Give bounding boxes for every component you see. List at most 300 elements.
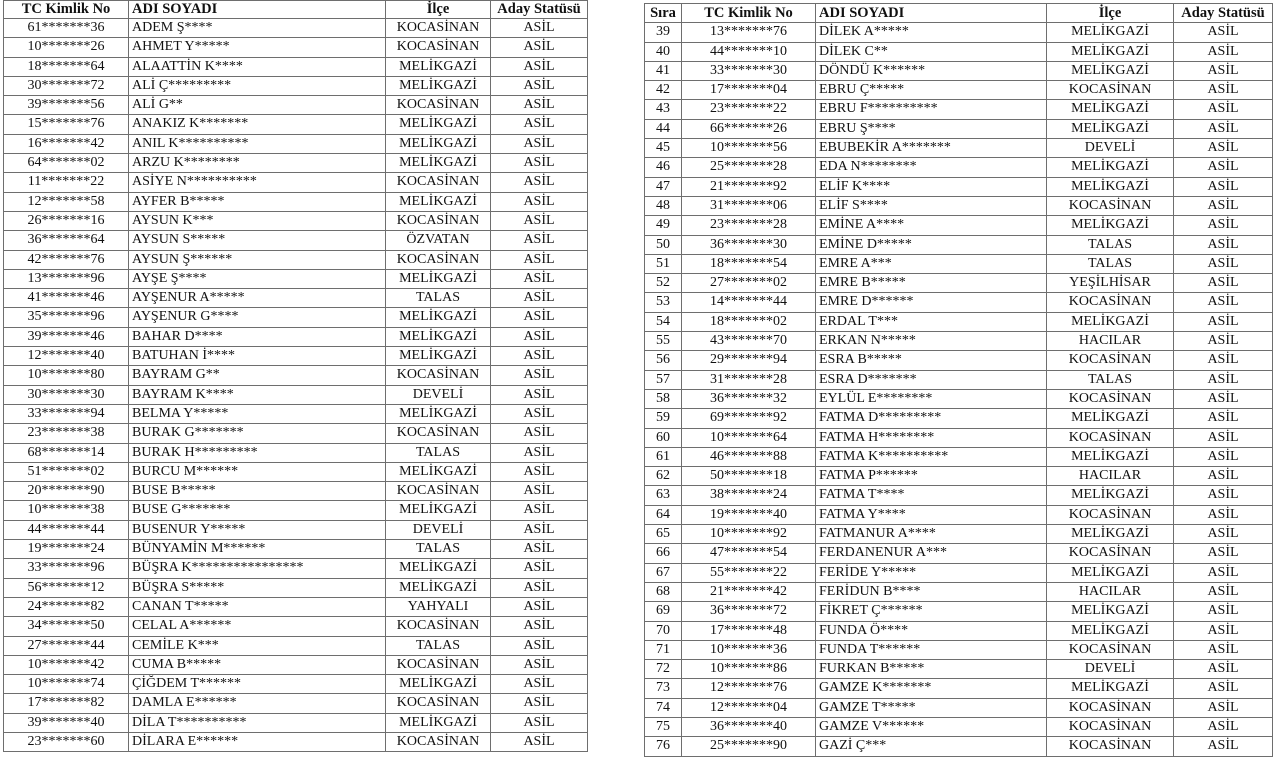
cell-tc: 12*******58 [4, 192, 129, 211]
cell-name: ERDAL T*** [816, 312, 1047, 331]
cell-tc: 12*******40 [4, 347, 129, 366]
cell-district: KOCASİNAN [386, 211, 491, 230]
table-row [645, 467, 1273, 486]
cell-district: TALAS [386, 289, 491, 308]
table-row [645, 42, 1273, 61]
table-row [645, 428, 1273, 447]
cell-district: MELİKGAZİ [386, 192, 491, 211]
table-row [645, 119, 1273, 138]
table-row [4, 443, 588, 462]
cell-tc: 33*******30 [682, 61, 816, 80]
cell-status: ASİL [491, 308, 588, 327]
table-row [4, 96, 588, 115]
cell-no: 71 [645, 640, 682, 659]
cell-name: DÖNDÜ K****** [816, 61, 1047, 80]
cell-district: MELİKGAZİ [1047, 177, 1174, 196]
table-row [645, 158, 1273, 177]
cell-name: EBUBEKİR A******* [816, 139, 1047, 158]
table-row [4, 19, 588, 38]
cell-status: ASİL [1174, 254, 1273, 273]
cell-district: YEŞİLHİSAR [1047, 274, 1174, 293]
cell-status: ASİL [1174, 312, 1273, 331]
cell-tc: 10*******42 [4, 655, 129, 674]
cell-tc: 39*******40 [4, 713, 129, 732]
cell-district: HACILAR [1047, 582, 1174, 601]
cell-name: FATMA Y**** [816, 505, 1047, 524]
cell-status: ASİL [491, 269, 588, 288]
cell-no: 48 [645, 196, 682, 215]
cell-name: EMİNE A**** [816, 216, 1047, 235]
cell-status: ASİL [1174, 409, 1273, 428]
cell-status: ASİL [1174, 119, 1273, 138]
cell-status: ASİL [491, 559, 588, 578]
cell-tc: 10*******26 [4, 38, 129, 57]
table-row [645, 660, 1273, 679]
cell-tc: 50*******18 [682, 467, 816, 486]
cell-tc: 38*******24 [682, 486, 816, 505]
cell-name: ESRA D******* [816, 370, 1047, 389]
cell-district: MELİKGAZİ [1047, 447, 1174, 466]
cell-name: EMRE B***** [816, 274, 1047, 293]
cell-tc: 42*******76 [4, 250, 129, 269]
cell-status: ASİL [1174, 525, 1273, 544]
cell-status: ASİL [491, 385, 588, 404]
table-row [4, 115, 588, 134]
cell-status: ASİL [491, 540, 588, 559]
cell-name: BURCU M****** [129, 462, 386, 481]
cell-name: ALİ G** [129, 96, 386, 115]
cell-district: MELİKGAZİ [386, 675, 491, 694]
cell-status: ASİL [491, 694, 588, 713]
table-row [645, 621, 1273, 640]
cell-name: CELAL A****** [129, 617, 386, 636]
cell-name: ANIL K********** [129, 134, 386, 153]
cell-district: MELİKGAZİ [1047, 679, 1174, 698]
header-no: Sıra [645, 4, 682, 23]
table-row [645, 544, 1273, 563]
table-row [645, 525, 1273, 544]
cell-name: AYŞE Ş**** [129, 269, 386, 288]
cell-status: ASİL [1174, 42, 1273, 61]
cell-district: MELİKGAZİ [386, 57, 491, 76]
cell-status: ASİL [1174, 467, 1273, 486]
cell-no: 58 [645, 389, 682, 408]
cell-no: 75 [645, 717, 682, 736]
cell-tc: 36*******64 [4, 231, 129, 250]
cell-district: KOCASİNAN [1047, 389, 1174, 408]
cell-district: MELİKGAZİ [386, 501, 491, 520]
cell-status: ASİL [491, 482, 588, 501]
table-row [4, 540, 588, 559]
cell-name: CUMA B***** [129, 655, 386, 674]
cell-status: ASİL [491, 76, 588, 95]
cell-status: ASİL [491, 134, 588, 153]
cell-district: HACILAR [1047, 332, 1174, 351]
cell-status: ASİL [491, 96, 588, 115]
cell-district: MELİKGAZİ [386, 154, 491, 173]
cell-status: ASİL [1174, 274, 1273, 293]
cell-district: KOCASİNAN [386, 366, 491, 385]
cell-name: AYSUN K*** [129, 211, 386, 230]
cell-name: BURAK H********* [129, 443, 386, 462]
cell-tc: 10*******56 [682, 139, 816, 158]
table-row [645, 370, 1273, 389]
cell-tc: 30*******30 [4, 385, 129, 404]
table-row [4, 385, 588, 404]
cell-tc: 56*******12 [4, 578, 129, 597]
cell-tc: 30*******72 [4, 76, 129, 95]
cell-name: ALAATTİN K**** [129, 57, 386, 76]
cell-tc: 69*******92 [682, 409, 816, 428]
table-header-row [4, 1, 588, 19]
cell-name: GAMZE T***** [816, 698, 1047, 717]
cell-name: EBRU Ç***** [816, 81, 1047, 100]
table-row [4, 192, 588, 211]
cell-name: DİLEK A***** [816, 23, 1047, 42]
cell-tc: 51*******02 [4, 462, 129, 481]
cell-no: 67 [645, 563, 682, 582]
cell-no: 39 [645, 23, 682, 42]
cell-status: ASİL [491, 366, 588, 385]
cell-tc: 31*******06 [682, 196, 816, 215]
cell-status: ASİL [1174, 216, 1273, 235]
cell-name: AYSUN S***** [129, 231, 386, 250]
cell-no: 59 [645, 409, 682, 428]
cell-no: 51 [645, 254, 682, 273]
cell-district: KOCASİNAN [386, 694, 491, 713]
cell-name: BAYRAM K**** [129, 385, 386, 404]
table-row [4, 269, 588, 288]
cell-tc: 43*******70 [682, 332, 816, 351]
cell-tc: 10*******92 [682, 525, 816, 544]
header-tc: TC Kimlik No [4, 1, 129, 19]
cell-status: ASİL [491, 57, 588, 76]
cell-district: MELİKGAZİ [386, 76, 491, 95]
cell-status: ASİL [491, 636, 588, 655]
cell-tc: 23*******38 [4, 424, 129, 443]
cell-tc: 64*******02 [4, 154, 129, 173]
cell-status: ASİL [491, 250, 588, 269]
cell-tc: 10*******80 [4, 366, 129, 385]
cell-district: MELİKGAZİ [1047, 100, 1174, 119]
cell-name: AYŞENUR A***** [129, 289, 386, 308]
table-row [645, 486, 1273, 505]
cell-status: ASİL [1174, 660, 1273, 679]
cell-name: BAYRAM G** [129, 366, 386, 385]
cell-status: ASİL [1174, 81, 1273, 100]
cell-district: KOCASİNAN [1047, 640, 1174, 659]
cell-district: TALAS [1047, 254, 1174, 273]
table-row [645, 81, 1273, 100]
cell-tc: 12*******04 [682, 698, 816, 717]
table-row [4, 289, 588, 308]
cell-district: MELİKGAZİ [386, 578, 491, 597]
table-row [645, 582, 1273, 601]
cell-tc: 23*******22 [682, 100, 816, 119]
table-row [4, 617, 588, 636]
cell-no: 56 [645, 351, 682, 370]
cell-tc: 31*******28 [682, 370, 816, 389]
cell-tc: 11*******22 [4, 173, 129, 192]
table-row [645, 602, 1273, 621]
cell-district: DEVELİ [1047, 660, 1174, 679]
table-row [645, 274, 1273, 293]
cell-no: 65 [645, 525, 682, 544]
cell-status: ASİL [1174, 100, 1273, 119]
cell-tc: 33*******96 [4, 559, 129, 578]
cell-district: MELİKGAZİ [1047, 23, 1174, 42]
cell-district: HACILAR [1047, 467, 1174, 486]
cell-district: DEVELİ [386, 520, 491, 539]
cell-tc: 35*******96 [4, 308, 129, 327]
table-row [645, 563, 1273, 582]
cell-name: EBRU F********** [816, 100, 1047, 119]
table-row [4, 347, 588, 366]
cell-status: ASİL [491, 675, 588, 694]
cell-name: FUNDA T****** [816, 640, 1047, 659]
cell-district: MELİKGAZİ [1047, 409, 1174, 428]
cell-tc: 13*******96 [4, 269, 129, 288]
cell-tc: 10*******74 [4, 675, 129, 694]
cell-tc: 18*******64 [4, 57, 129, 76]
table-row [4, 327, 588, 346]
cell-district: YAHYALI [386, 597, 491, 616]
cell-name: BUSE G******* [129, 501, 386, 520]
table-row [4, 732, 588, 751]
table-row [4, 424, 588, 443]
cell-district: TALAS [386, 636, 491, 655]
cell-name: BÜŞRA K**************** [129, 559, 386, 578]
cell-name: FATMA K********** [816, 447, 1047, 466]
cell-district: KOCASİNAN [386, 173, 491, 192]
cell-name: ESRA B***** [816, 351, 1047, 370]
cell-no: 53 [645, 293, 682, 312]
cell-name: FERİDE Y***** [816, 563, 1047, 582]
cell-status: ASİL [1174, 293, 1273, 312]
cell-tc: 23*******28 [682, 216, 816, 235]
cell-name: EMRE A*** [816, 254, 1047, 273]
cell-name: ERKAN N***** [816, 332, 1047, 351]
cell-no: 42 [645, 81, 682, 100]
cell-status: ASİL [491, 597, 588, 616]
header-name: ADI SOYADI [129, 1, 386, 19]
cell-tc: 36*******72 [682, 602, 816, 621]
table-row [4, 559, 588, 578]
cell-no: 73 [645, 679, 682, 698]
table-row [645, 717, 1273, 736]
cell-status: ASİL [1174, 177, 1273, 196]
cell-status: ASİL [1174, 602, 1273, 621]
cell-tc: 26*******16 [4, 211, 129, 230]
table-row [4, 482, 588, 501]
cell-district: MELİKGAZİ [386, 462, 491, 481]
cell-tc: 44*******10 [682, 42, 816, 61]
cell-district: KOCASİNAN [1047, 698, 1174, 717]
cell-district: KOCASİNAN [1047, 428, 1174, 447]
table-row [4, 694, 588, 713]
cell-status: ASİL [491, 289, 588, 308]
header-name: ADI SOYADI [816, 4, 1047, 23]
cell-tc: 19*******40 [682, 505, 816, 524]
cell-name: ARZU K******** [129, 154, 386, 173]
table-row [645, 139, 1273, 158]
table-row [645, 389, 1273, 408]
cell-district: KOCASİNAN [386, 19, 491, 38]
header-district: İlçe [386, 1, 491, 19]
cell-status: ASİL [1174, 621, 1273, 640]
table-row [645, 409, 1273, 428]
cell-district: MELİKGAZİ [386, 404, 491, 423]
header-district: İlçe [1047, 4, 1174, 23]
table-row [645, 196, 1273, 215]
cell-district: MELİKGAZİ [386, 713, 491, 732]
cell-status: ASİL [491, 173, 588, 192]
cell-tc: 23*******60 [4, 732, 129, 751]
cell-name: ÇİĞDEM T****** [129, 675, 386, 694]
cell-district: MELİKGAZİ [1047, 42, 1174, 61]
cell-name: AYŞENUR G**** [129, 308, 386, 327]
cell-tc: 41*******46 [4, 289, 129, 308]
cell-name: FATMA T**** [816, 486, 1047, 505]
cell-status: ASİL [491, 520, 588, 539]
table-row [645, 698, 1273, 717]
cell-district: KOCASİNAN [386, 655, 491, 674]
cell-tc: 39*******56 [4, 96, 129, 115]
cell-status: ASİL [1174, 139, 1273, 158]
cell-name: EMİNE D***** [816, 235, 1047, 254]
cell-no: 63 [645, 486, 682, 505]
table-row [4, 57, 588, 76]
cell-name: EYLÜL E******** [816, 389, 1047, 408]
cell-district: MELİKGAZİ [386, 327, 491, 346]
cell-name: BUSE B***** [129, 482, 386, 501]
cell-name: EBRU Ş**** [816, 119, 1047, 138]
cell-district: MELİKGAZİ [386, 115, 491, 134]
cell-name: DAMLA E****** [129, 694, 386, 713]
cell-no: 76 [645, 737, 682, 756]
cell-district: KOCASİNAN [1047, 505, 1174, 524]
cell-name: AHMET Y***** [129, 38, 386, 57]
cell-no: 47 [645, 177, 682, 196]
cell-district: MELİKGAZİ [386, 559, 491, 578]
cell-district: DEVELİ [1047, 139, 1174, 158]
cell-no: 57 [645, 370, 682, 389]
cell-district: KOCASİNAN [386, 424, 491, 443]
cell-district: KOCASİNAN [386, 482, 491, 501]
cell-district: ÖZVATAN [386, 231, 491, 250]
cell-district: KOCASİNAN [1047, 196, 1174, 215]
cell-district: KOCASİNAN [386, 617, 491, 636]
cell-status: ASİL [491, 192, 588, 211]
cell-district: MELİKGAZİ [386, 269, 491, 288]
cell-tc: 15*******76 [4, 115, 129, 134]
cell-district: MELİKGAZİ [1047, 312, 1174, 331]
table-row [645, 61, 1273, 80]
cell-district: KOCASİNAN [386, 38, 491, 57]
cell-district: KOCASİNAN [1047, 737, 1174, 756]
table-row [4, 520, 588, 539]
cell-no: 55 [645, 332, 682, 351]
cell-name: FURKAN B***** [816, 660, 1047, 679]
cell-name: FATMA H******** [816, 428, 1047, 447]
table-row [4, 38, 588, 57]
cell-tc: 68*******14 [4, 443, 129, 462]
cell-status: ASİL [1174, 737, 1273, 756]
cell-tc: 10*******64 [682, 428, 816, 447]
cell-name: DİLARA E****** [129, 732, 386, 751]
cell-tc: 14*******44 [682, 293, 816, 312]
header-status: Aday Statüsü [1174, 4, 1273, 23]
cell-tc: 24*******82 [4, 597, 129, 616]
cell-name: BURAK G******* [129, 424, 386, 443]
cell-status: ASİL [491, 19, 588, 38]
cell-status: ASİL [491, 115, 588, 134]
table-row [4, 173, 588, 192]
cell-status: ASİL [491, 578, 588, 597]
cell-tc: 19*******24 [4, 540, 129, 559]
cell-status: ASİL [491, 501, 588, 520]
cell-no: 43 [645, 100, 682, 119]
table-row [645, 640, 1273, 659]
cell-tc: 10*******38 [4, 501, 129, 520]
cell-name: FERDANENUR A*** [816, 544, 1047, 563]
cell-district: KOCASİNAN [1047, 293, 1174, 312]
cell-name: EMRE D****** [816, 293, 1047, 312]
cell-tc: 10*******36 [682, 640, 816, 659]
cell-name: FİKRET Ç****** [816, 602, 1047, 621]
cell-tc: 36*******40 [682, 717, 816, 736]
cell-no: 62 [645, 467, 682, 486]
cell-name: BAHAR D**** [129, 327, 386, 346]
table-row [645, 23, 1273, 42]
cell-status: ASİL [1174, 640, 1273, 659]
table-row [4, 211, 588, 230]
cell-name: ADEM Ş**** [129, 19, 386, 38]
cell-district: MELİKGAZİ [386, 347, 491, 366]
cell-status: ASİL [1174, 370, 1273, 389]
cell-status: ASİL [1174, 61, 1273, 80]
cell-name: ELİF K**** [816, 177, 1047, 196]
cell-status: ASİL [1174, 717, 1273, 736]
cell-tc: 39*******46 [4, 327, 129, 346]
cell-tc: 55*******22 [682, 563, 816, 582]
cell-tc: 21*******92 [682, 177, 816, 196]
cell-no: 66 [645, 544, 682, 563]
table-row [4, 154, 588, 173]
cell-status: ASİL [491, 732, 588, 751]
cell-district: TALAS [386, 540, 491, 559]
cell-name: GAZİ Ç*** [816, 737, 1047, 756]
cell-district: MELİKGAZİ [1047, 158, 1174, 177]
cell-no: 69 [645, 602, 682, 621]
cell-district: MELİKGAZİ [386, 134, 491, 153]
cell-name: FATMANUR A**** [816, 525, 1047, 544]
cell-district: MELİKGAZİ [1047, 61, 1174, 80]
cell-no: 74 [645, 698, 682, 717]
cell-tc: 29*******94 [682, 351, 816, 370]
table-row [645, 293, 1273, 312]
table-row [645, 100, 1273, 119]
cell-status: ASİL [1174, 679, 1273, 698]
cell-tc: 47*******54 [682, 544, 816, 563]
cell-tc: 46*******88 [682, 447, 816, 466]
cell-status: ASİL [1174, 389, 1273, 408]
cell-no: 72 [645, 660, 682, 679]
cell-tc: 17*******48 [682, 621, 816, 640]
cell-name: AYFER B***** [129, 192, 386, 211]
cell-status: ASİL [491, 154, 588, 173]
cell-district: MELİKGAZİ [1047, 486, 1174, 505]
